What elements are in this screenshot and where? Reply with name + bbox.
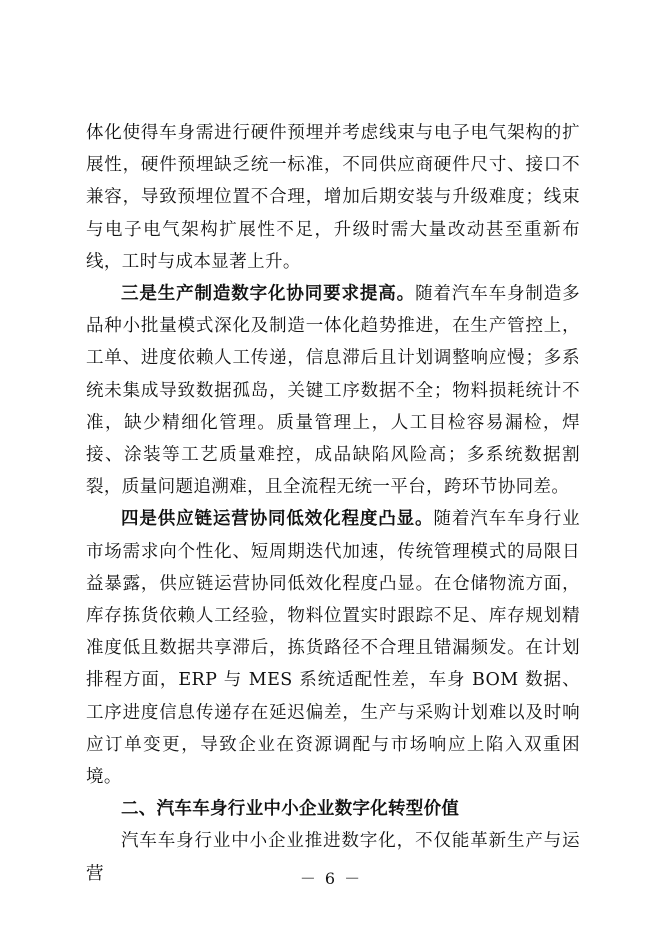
- paragraph-continuation: [86, 117, 580, 278]
- page-number: － 6 －: [299, 869, 363, 888]
- document-body: [86, 117, 580, 890]
- paragraph-text: 随着汽车车身制造多品种小批量模式深化及制造一体化趋势推进，在生产管控上，工单、进度依赖人工传递，信息滞后且计划调整响应慢；多系统未集成导致数据孤岛，关键工序数据不全；物料损耗统计不准，缺少精细化管理。质量管理上，人工目检容易漏检，焊接、涂装等工艺质量难控，成品缺陷风险高；多系统数据割裂，质量问题追溯难，且全流程无统一平台，跨环节协同差。: [86, 284, 580, 498]
- paragraph-production-collaboration: [86, 278, 580, 503]
- paragraph-closing: 汽车车身行业中小企业推进数字化，不仅能革新生产与运营: [86, 831, 580, 884]
- paragraph-text: 随着汽车车身行业市场需求向个性化、短周期迭代加速，传统管理模式的局限日益暴露，供应链运营协同低效化程度凸显。在仓储物流方面，库存拣货依赖人工经验，物料位置实时跟踪不足、库存规划精准度低且数据共享滞后，拣货路径不合理且错漏频发。在计划排程方面，ERP 与 MES 系统适配性差，车身 BOM 数据、工序进度信息传递存在延迟偏差，生产与采购计划难以及时响应订单变更，导致企业在资源调配与市场响应上陷入双重困境。: [86, 509, 580, 788]
- paragraph-lead: 三是生产制造数字化协同要求提高。: [121, 284, 416, 305]
- paragraph-lead: 四是供应链运营协同低效化程度凸显。: [121, 509, 434, 530]
- paragraph-text: 体化使得车身需进行硬件预埋并考虑线束与电子电气架构的扩展性，硬件预埋缺乏统一标准，不同供应商硬件尺寸、接口不兼容，导致预埋位置不合理，增加后期安装与升级难度；线束与电子电气架构扩展性不足，升级时需大量改动甚至重新布线，工时与成本显著上升。: [86, 123, 580, 272]
- paragraph-supply-chain: [86, 503, 580, 793]
- section-heading: 二、汽车车身行业中小企业数字化转型价值: [121, 799, 460, 820]
